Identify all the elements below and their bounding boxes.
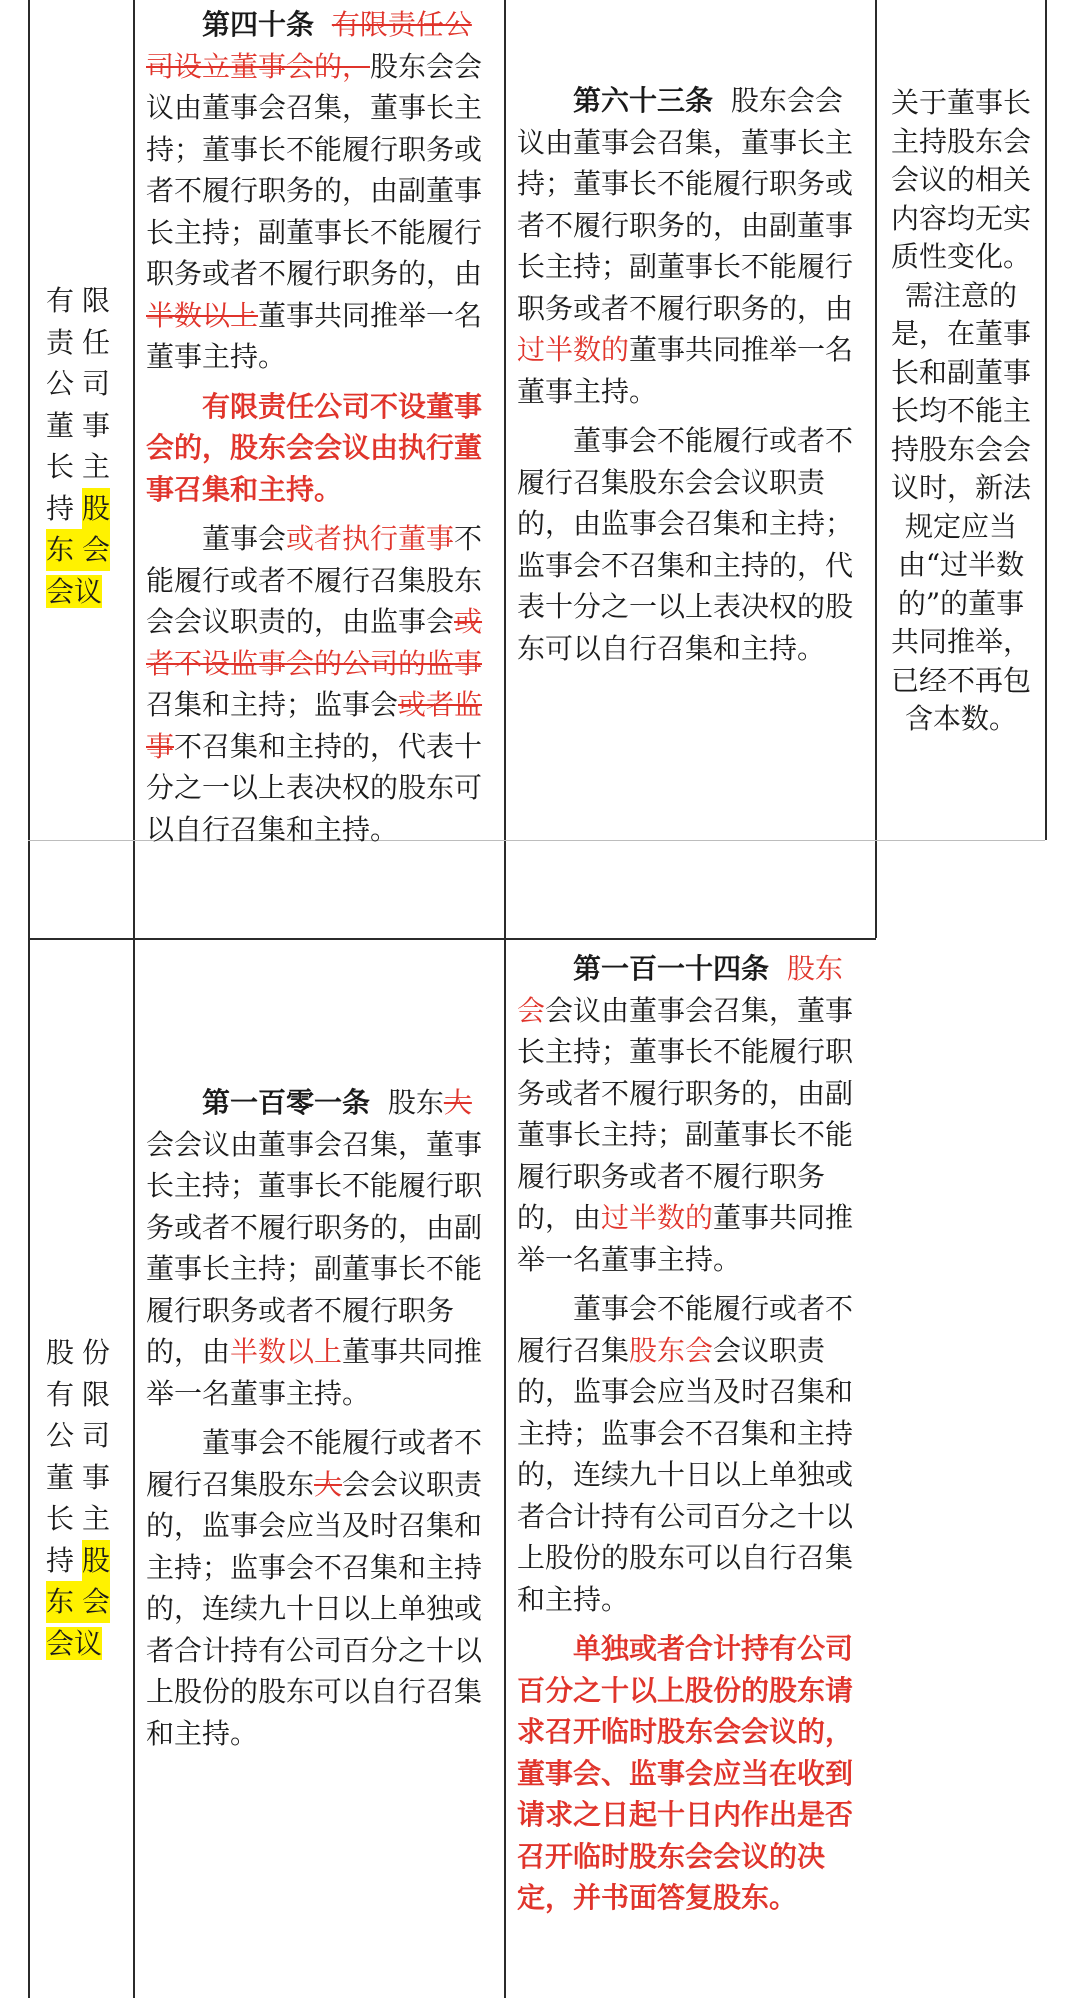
topic-line xyxy=(46,363,110,405)
row2-old-text-2b: 会会议职责的，监事会应当及时召集和主持；监事会不召集和主持的，连续九十日以上单独或者合计持有公司百分之十以上股份的股东可以自行召集和主持。 xyxy=(146,1467,483,1750)
topic-char: 股 xyxy=(82,1540,110,1582)
topic-line xyxy=(46,322,110,364)
topic-char: 东 xyxy=(46,1585,75,1618)
row2-topic-cell xyxy=(46,1332,126,1664)
row1-new-red-text-1: 过半数的 xyxy=(517,333,630,366)
topic-char: 会 xyxy=(81,533,110,566)
topic-line xyxy=(46,1457,110,1499)
table-divider-col3-lower xyxy=(875,840,877,938)
topic-char: 有 xyxy=(46,1377,75,1411)
topic-char: 事 xyxy=(81,408,110,442)
topic-highlight-last: 会议 xyxy=(46,574,103,608)
row2-topic-text xyxy=(46,1332,126,1664)
topic-char: 司 xyxy=(81,1419,110,1452)
row2-new-red-text-3: 股东会 xyxy=(629,1333,714,1367)
row2-new-law-cell xyxy=(517,948,867,1919)
topic-char: 持 xyxy=(46,491,75,525)
row2-new-added-paragraph: 单独或者合计持有公司百分之十以上股份的股东请求召开临时股东会会议的，董事会、监事会应当在收到请求之日起十日内作出是否召开临时股东会会议的决定，并书面答复股东。 xyxy=(517,1632,854,1914)
topic-line-last xyxy=(46,1623,126,1665)
row1-new-text-1a: 股东会会议由董事会召集，董事长主持；董事长不能履行职务或者不履行职务的，由副董事长主持；副董事长不能履行职务或者不履行职务的，由 xyxy=(517,84,854,325)
row1-new-text-1b: 董事共同推举一名董事主持。 xyxy=(517,333,854,408)
topic-char: 主 xyxy=(81,1502,110,1535)
row2-old-struck-text-2: 大 xyxy=(314,1467,343,1501)
row1-old-struck-text-2: 半数以上 xyxy=(146,298,259,332)
row2-old-text-2a: 董事会不能履行或者不履行召集股东 xyxy=(146,1426,483,1501)
row2-new-red-text-1: 股东会 xyxy=(517,952,843,1027)
topic-line xyxy=(46,1415,110,1457)
table-divider-col3 xyxy=(875,0,877,840)
row1-old-text-3c: 召集和主持；监事会 xyxy=(146,688,399,721)
table-border-right xyxy=(1045,0,1047,840)
topic-line xyxy=(46,488,110,530)
topic-char: 限 xyxy=(81,1377,110,1411)
topic-highlight xyxy=(46,1581,110,1623)
row2-old-text-1b: 会会议由董事会召集，董事长主持；董事长不能履行职务或者不履行职务的，由副董事长主持；副董事长不能履行职务或者不履行职务的，由 xyxy=(146,1127,483,1368)
topic-line-last xyxy=(46,571,126,613)
row2-old-red-text-1: 半数以上 xyxy=(230,1335,343,1368)
topic-char: 董 xyxy=(46,408,75,442)
table-divider-col1 xyxy=(133,0,135,1998)
row1-old-law-cell xyxy=(146,4,496,850)
row2-new-red-text-2: 过半数的 xyxy=(601,1201,714,1234)
row1-old-text-1a: 股东会会议由董事会召集，董事长主持；董事长不能履行职务或者不履行职务的，由副董事长主持；副董事长不能履行职务或者不履行职务的，由 xyxy=(146,49,483,290)
row2-old-article-number: 第一百零一条 xyxy=(202,1086,371,1119)
topic-char: 事 xyxy=(81,1460,110,1494)
topic-char: 股 xyxy=(46,1336,75,1369)
topic-char: 公 xyxy=(46,1419,75,1452)
topic-char: 董 xyxy=(46,1460,75,1494)
topic-line xyxy=(46,280,110,322)
topic-char: 东 xyxy=(46,533,75,566)
topic-char: 股 xyxy=(82,488,110,530)
table-border-left xyxy=(28,0,30,1998)
row2-new-text-1c: 董事共同推举一名董事主持。 xyxy=(517,1201,854,1276)
row2-new-text-2b: 会议职责的，监事会应当及时召集和主持；监事会不召集和主持的，连续九十日以上单独或者合计持有公司百分之十以上股份的股东可以自行召集和主持。 xyxy=(517,1333,854,1616)
table-divider-col2 xyxy=(504,0,506,1998)
topic-char: 司 xyxy=(81,367,110,400)
topic-line-highlighted xyxy=(46,529,110,571)
topic-line xyxy=(46,1540,110,1582)
row-divider xyxy=(28,938,876,940)
topic-char: 长 xyxy=(46,450,75,483)
row2-new-text-1b: 会议由董事会召集，董事长主持；董事长不能履行职务或者不履行职务的，由副董事长主持；副董事长不能履行职务或者不履行职务的，由 xyxy=(517,993,854,1234)
topic-char: 责 xyxy=(46,325,75,359)
topic-line xyxy=(46,1498,110,1540)
topic-char: 持 xyxy=(46,1543,75,1577)
topic-line-highlighted xyxy=(46,1581,110,1623)
row1-old-struck-text-3: 或者不设监事会的公司的监事 xyxy=(146,605,483,680)
row1-old-text-3a: 董事会 xyxy=(202,522,287,555)
row1-old-deleted-paragraph: 有限责任公司不设董事会的，股东会会议由执行董事召集和主持。 xyxy=(146,389,483,506)
row2-old-struck-text-1: 大 xyxy=(443,1086,472,1119)
row1-note-paragraph-1: 关于董事长主持股东会会议的相关内容均无实质性变化。 xyxy=(890,86,1031,273)
row1-old-text-3b: 不能履行或者不履行召集股东会会议职责的，由监事会 xyxy=(146,522,483,638)
row1-old-struck-text-1: 有限责任公司设立董事会的， xyxy=(146,8,472,83)
topic-char: 份 xyxy=(81,1336,110,1369)
topic-char: 主 xyxy=(81,450,110,483)
row2-new-article-number: 第一百一十四条 xyxy=(573,952,770,985)
row2-old-text-1c: 董事共同推举一名董事主持。 xyxy=(146,1335,483,1410)
row1-note-cell xyxy=(887,84,1035,739)
topic-char: 长 xyxy=(46,1502,75,1535)
row1-new-law-cell xyxy=(517,80,867,669)
topic-char: 公 xyxy=(46,367,75,400)
row1-topic-cell xyxy=(46,280,126,612)
topic-highlight-last: 会议 xyxy=(46,1626,103,1660)
row1-new-text-2: 董事会不能履行或者不履行召集股东会会议职责的，由监事会召集和主持；监事会不召集和主持的，代表十分之一以上表决权的股东可以自行召集和主持。 xyxy=(517,424,854,665)
row1-old-text-1b: 董事共同推举一名董事主持。 xyxy=(146,298,483,373)
topic-highlight xyxy=(46,529,110,571)
row1-new-article-number: 第六十三条 xyxy=(573,84,714,117)
topic-char: 任 xyxy=(81,325,110,359)
row1-old-text-3d: 不召集和主持的，代表十分之一以上表决权的股东可以自行召集和主持。 xyxy=(146,729,483,846)
row1-old-struck-text-4: 或者监事 xyxy=(146,688,483,763)
topic-line xyxy=(46,1374,110,1416)
row2-old-law-cell xyxy=(146,1082,496,1754)
row2-new-text-2a: 董事会不能履行或者不履行召集 xyxy=(517,1292,854,1367)
row2-old-text-1a: 股东 xyxy=(387,1086,444,1119)
row1-topic-text xyxy=(46,280,126,612)
topic-line xyxy=(46,1332,110,1374)
row1-note-paragraph-2: 需注意的是，在董事长和副董事长均不能主持股东会会议时，新法规定应当由“过半数的”的董事共同推举，已经不再包含本数。 xyxy=(890,278,1031,735)
topic-char: 有 xyxy=(46,284,75,317)
topic-line xyxy=(46,446,110,488)
topic-char: 会 xyxy=(81,1585,110,1618)
row1-old-article-number: 第四十条 xyxy=(202,8,315,41)
topic-line xyxy=(46,405,110,447)
row1-old-red-text-3: 或者执行董事 xyxy=(286,522,455,555)
topic-char: 限 xyxy=(81,284,110,317)
